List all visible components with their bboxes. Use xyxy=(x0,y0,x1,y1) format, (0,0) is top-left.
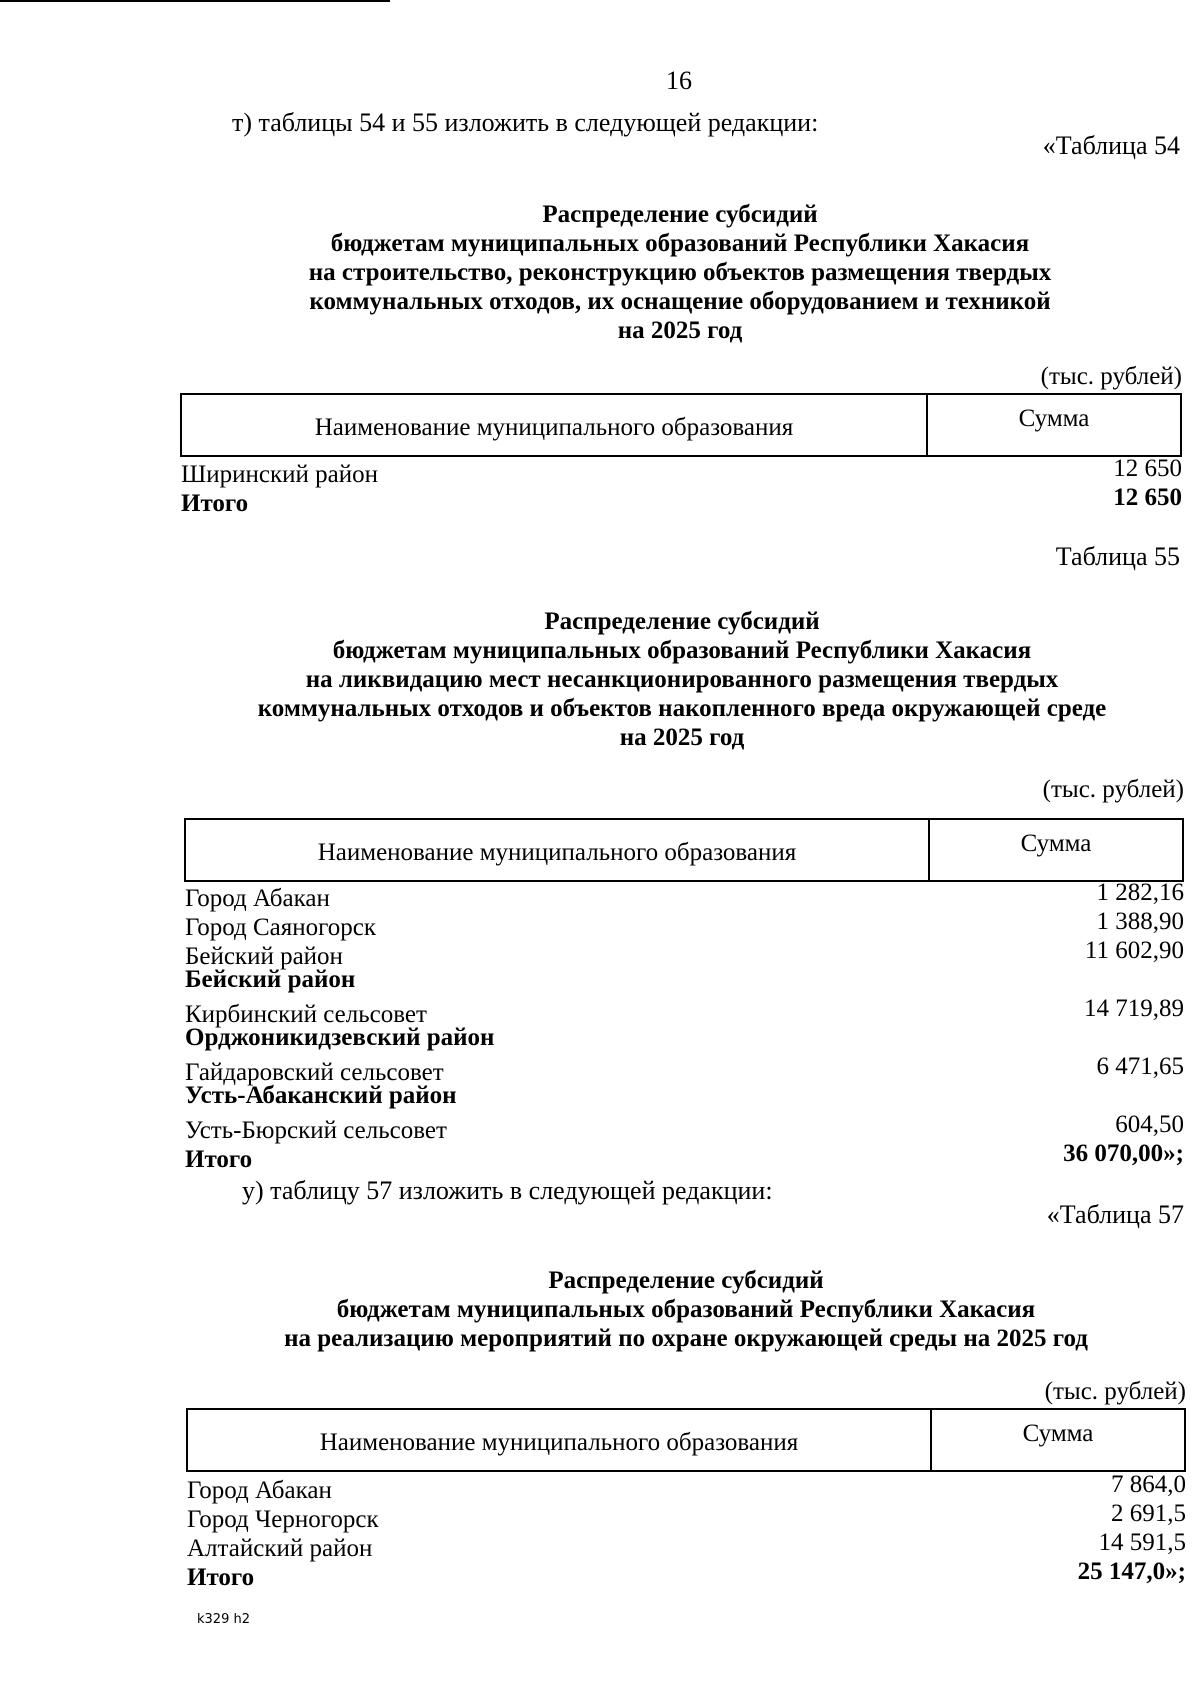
row-value: 2 691,5 xyxy=(1111,1500,1186,1527)
table-54-title-line: бюджетам муниципальных образований Республики Хакасия xyxy=(330,230,1030,257)
row-name: Город Абакан xyxy=(185,885,330,912)
intro-paragraph-t: т) таблицы 54 и 55 изложить в следующей редакции: xyxy=(232,108,819,137)
table-row xyxy=(185,1053,1184,1086)
table-57-title xyxy=(186,1266,1186,1353)
total-value: 25 147,0»; xyxy=(1077,1558,1186,1585)
table-54-unit: (тыс. рублей) xyxy=(1040,363,1182,390)
table-55-title xyxy=(182,607,1182,752)
total-value: 12 650 xyxy=(1113,484,1182,511)
row-value: 11 602,90 xyxy=(1084,937,1184,964)
table-55-label: Таблица 55 xyxy=(1055,542,1180,571)
table-54-title-line: Распределение субсидий xyxy=(542,201,818,228)
table-55-title-line: коммунальных отходов и объектов накопленного вреда окружающей среде xyxy=(257,695,1107,722)
table-57-col-sum-header: Сумма xyxy=(1022,1420,1094,1447)
table-54-header xyxy=(180,393,1182,457)
row-name: Ширинский район xyxy=(181,461,378,488)
table-54-label: «Таблица 54 xyxy=(1042,131,1180,160)
page-number: 16 xyxy=(666,66,692,95)
table-54-title-line: на 2025 год xyxy=(617,317,743,344)
table-57-title-line: Распределение субсидий xyxy=(548,1267,824,1294)
table-57-header xyxy=(186,1408,1186,1472)
group-row xyxy=(185,966,1184,995)
row-value: 1 388,90 xyxy=(1096,908,1184,935)
footer-code: k329 h2 xyxy=(197,1612,250,1627)
row-value: 604,50 xyxy=(1115,1111,1184,1138)
row-value: 1 282,16 xyxy=(1096,879,1184,906)
table-55-col-sum-header: Сумма xyxy=(1020,830,1092,857)
group-name: Усть-Абаканский район xyxy=(185,1082,457,1109)
table-row xyxy=(187,1471,1186,1504)
total-label: Итого xyxy=(187,1564,255,1591)
row-value: 14 591,5 xyxy=(1098,1529,1186,1556)
table-55-unit: (тыс. рублей) xyxy=(1042,776,1184,803)
table-row xyxy=(185,879,1184,912)
row-name: Город Саяногорск xyxy=(185,914,377,941)
table-54-title xyxy=(180,200,1180,345)
table-total-row xyxy=(187,1558,1186,1591)
table-55-col-name-header: Наименование муниципального образования xyxy=(186,820,930,880)
table-54-title-line: на строительство, реконструкцию объектов размещения твердых xyxy=(308,259,1052,286)
row-name: Бейский район xyxy=(185,943,343,970)
table-57-body xyxy=(187,1471,1186,1591)
group-name: Орджоникидзевский район xyxy=(185,1024,495,1051)
row-value: 7 864,0 xyxy=(1111,1471,1186,1498)
table-row xyxy=(185,1111,1184,1144)
row-name: Гайдаровский сельсовет xyxy=(185,1059,444,1086)
table-row xyxy=(185,995,1184,1028)
row-name: Город Абакан xyxy=(187,1477,332,1504)
table-57-unit: (тыс. рублей) xyxy=(1044,1378,1186,1405)
table-54-body xyxy=(181,455,1182,517)
row-value: 14 719,89 xyxy=(1084,995,1184,1022)
table-55-title-line: на 2025 год xyxy=(619,724,745,751)
table-57-title-line: бюджетам муниципальных образований Республики Хакасия xyxy=(336,1296,1036,1323)
row-name: Усть-Бюрский сельсовет xyxy=(185,1117,447,1144)
table-55-title-line: бюджетам муниципальных образований Республики Хакасия xyxy=(332,637,1032,664)
table-55-title-line: на ликвидацию мест несанкционированного размещения твердых xyxy=(305,666,1059,693)
intro-paragraph-u: у) таблицу 57 изложить в следующей редакции: xyxy=(242,1176,773,1205)
table-57-label: «Таблица 57 xyxy=(1046,1200,1184,1229)
total-value: 36 070,00»; xyxy=(1063,1140,1184,1167)
table-57-col-name-header: Наименование муниципального образования xyxy=(188,1410,932,1470)
row-name: Алтайский район xyxy=(187,1535,373,1562)
table-54-col-name-header: Наименование муниципального образования xyxy=(182,395,928,455)
table-total-row xyxy=(185,1140,1184,1173)
table-54-title-line: коммунальных отходов, их оснащение оборудованием и техникой xyxy=(309,288,1051,315)
table-55-title-line: Распределение субсидий xyxy=(544,608,820,635)
table-55-header xyxy=(184,818,1184,882)
table-55-body xyxy=(185,879,1184,1173)
row-value: 6 471,65 xyxy=(1096,1053,1184,1080)
group-row xyxy=(185,1082,1184,1111)
row-name: Кирбинский сельсовет xyxy=(185,1001,427,1028)
group-row xyxy=(185,1024,1184,1053)
table-row xyxy=(185,908,1184,941)
row-name: Город Черногорск xyxy=(187,1506,379,1533)
total-label: Итого xyxy=(185,1146,253,1173)
table-row xyxy=(187,1500,1186,1533)
table-54-col-sum-header: Сумма xyxy=(1018,405,1090,432)
table-row xyxy=(181,455,1182,488)
table-57-title-line: на реализацию мероприятий по охране окружающей среды на 2025 год xyxy=(284,1325,1088,1352)
table-row xyxy=(185,937,1184,970)
table-row xyxy=(187,1529,1186,1562)
row-value: 12 650 xyxy=(1113,455,1182,482)
table-total-row xyxy=(181,484,1182,517)
scan-edge-line xyxy=(0,0,390,2)
group-name: Бейский район xyxy=(185,966,356,993)
total-label: Итого xyxy=(181,490,249,517)
